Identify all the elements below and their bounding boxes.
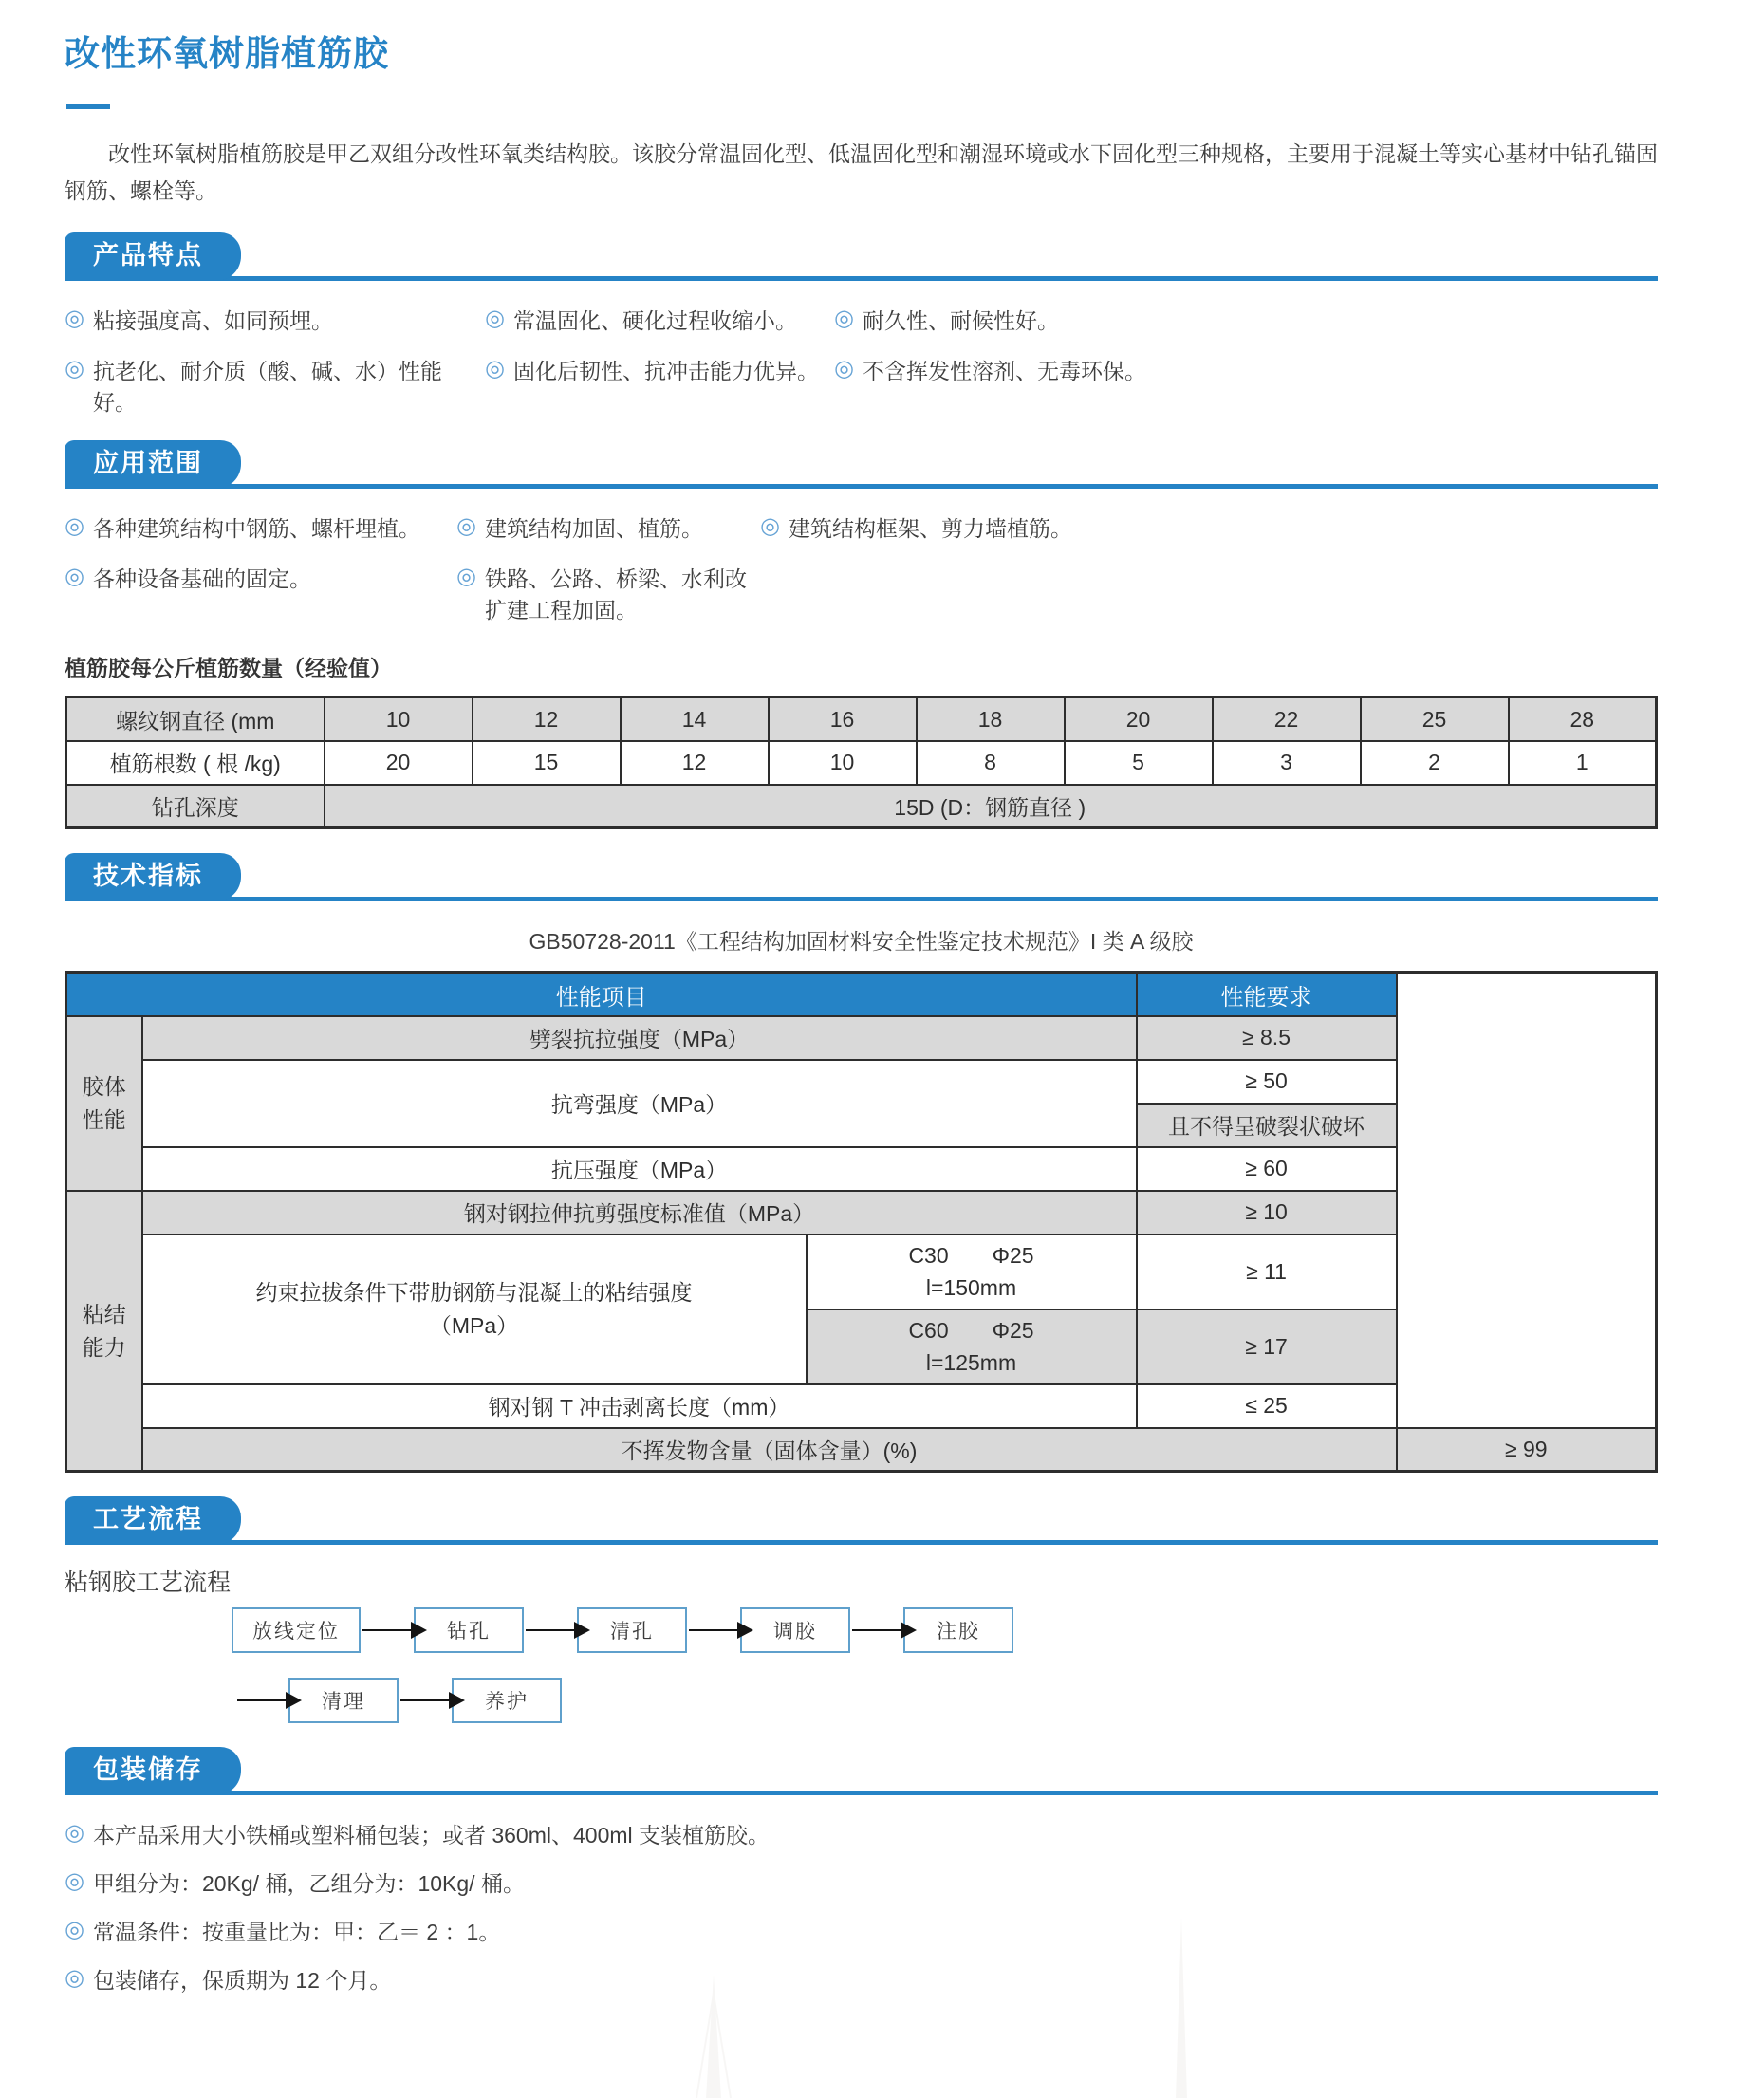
spec-condition-line2: l=125mm [925,1350,1017,1376]
packaging-text: 甲组分为：20Kg/ 桶，乙组分为：10Kg/ 桶。 [92,1871,525,1897]
section-header-process [65,1501,1658,1545]
dosage-header-cell: 28 [1509,697,1657,741]
spec-req: ≥ 17 [1137,1309,1397,1384]
features-heading-badge: 产品特点 [65,232,241,281]
packaging-text: 常温条件：按重量比为：甲：乙＝ 2 ：1。 [92,1920,501,1945]
flow-step-box: 注胶 [903,1607,1013,1653]
dosage-count-cell: 5 [1065,741,1213,785]
document-content [65,25,1658,1995]
application-text: 铁路、公路、桥梁、水利改扩建工程加固。 [484,566,747,623]
spec-item: 抗弯强度（MPa） [142,1060,1137,1147]
application-text: 建筑结构框架、剪力墙植筋。 [788,516,1072,542]
spec-req: 且不得呈破裂状破坏 [1137,1104,1397,1147]
packaging-item [65,1866,1658,1898]
feature-item [834,304,1658,335]
spec-condition-line1: C60 Φ25 [908,1317,1034,1343]
application-item [65,562,456,624]
table-row [66,1147,1657,1191]
ring-bullet-icon: ◎ [456,564,476,590]
dosage-header-cell: 25 [1361,697,1509,741]
applications-list [65,511,1658,624]
spec-standard-caption: GB50728-2011《工程结构加固材料安全性鉴定技术规范》I 类 A 级胶 [529,929,1194,955]
spec-req: ≥ 60 [1137,1147,1397,1191]
flow-step-box: 养护 [452,1678,562,1723]
spec-col-header-req: 性能要求 [1137,973,1397,1016]
table-row [66,973,1657,1016]
arrow-right-icon [400,1699,450,1701]
dosage-count-cell: 3 [1213,741,1361,785]
feature-item [834,354,1658,417]
feature-item [485,354,834,417]
spec-condition-line2: l=150mm [925,1275,1017,1301]
ring-bullet-icon: ◎ [65,1820,84,1847]
dosage-count-cell: 2 [1361,741,1509,785]
section-header-packaging [65,1752,1658,1795]
process-flow-row-2 [235,1678,1658,1723]
feature-item [65,354,485,417]
ring-bullet-icon: ◎ [65,564,84,590]
dosage-header-cell: 16 [769,697,917,741]
application-item [760,511,1658,543]
feature-text: 粘接强度高、如同预埋。 [92,308,333,334]
dosage-header-cell: 22 [1213,697,1361,741]
table-row [66,741,1657,785]
flow-step-box: 钻孔 [414,1607,524,1653]
flow-step-box: 放线定位 [232,1607,361,1653]
spec-item-line1: 约束拉拔条件下带肋钢筋与混凝土的粘结强度 [255,1280,693,1306]
dosage-count-cell: 8 [917,741,1065,785]
dosage-counts-label: 植筋根数 ( 根 /kg) [66,741,325,785]
flow-step-box: 清理 [288,1678,399,1723]
feature-text: 不含挥发性溶剂、无毒环保。 [862,359,1146,384]
applications-heading-badge: 应用范围 [65,440,241,489]
feature-text: 抗老化、耐介质（酸、碱、水）性能好。 [92,359,442,416]
spec-condition-line1: C30 Φ25 [908,1242,1034,1268]
packaging-heading-badge: 包装储存 [65,1747,241,1795]
flow-step-box: 清孔 [577,1607,687,1653]
dosage-table-title: 植筋胶每公斤植筋数量（经验值） [65,656,392,681]
table-row [66,1060,1657,1104]
flow-step-box: 调胶 [740,1607,850,1653]
features-list [65,304,1658,417]
spec-item: 不挥发物含量（固体含量）(%) [142,1428,1397,1472]
packaging-item [65,1818,1658,1849]
spec-group-bonding: 粘结能力 [66,1191,142,1472]
application-item [456,511,760,543]
application-item [65,511,456,543]
packaging-item [65,1915,1658,1946]
spec-condition [807,1235,1137,1309]
arrow-right-icon [362,1629,412,1631]
table-row [66,785,1657,828]
dosage-table [65,696,1658,829]
spec-group-colloid: 胶体性能 [66,1016,142,1191]
spec-item-line2: （MPa） [429,1312,519,1338]
packaging-text: 本产品采用大小铁桶或塑料桶包装；或者 360ml、400ml 支装植筋胶。 [92,1823,771,1848]
dosage-depth-label: 钻孔深度 [66,785,325,828]
table-row [66,1428,1657,1472]
spec-item [142,1235,807,1384]
ring-bullet-icon: ◎ [65,1868,84,1895]
dosage-header-cell: 20 [1065,697,1213,741]
spec-item: 钢对钢 T 冲击剥离长度（mm） [142,1384,1137,1428]
spec-req: ≥ 8.5 [1137,1016,1397,1060]
spec-req: ≤ 25 [1137,1384,1397,1428]
dosage-count-cell: 12 [621,741,769,785]
feature-item [65,304,485,335]
spec-req: ≥ 10 [1137,1191,1397,1235]
ring-bullet-icon: ◎ [834,306,854,332]
spec-item: 抗压强度（MPa） [142,1147,1137,1191]
spec-req: ≥ 11 [1137,1235,1397,1309]
spec-req: ≥ 99 [1397,1428,1657,1472]
dosage-header-cell: 14 [621,697,769,741]
application-text: 各种建筑结构中钢筋、螺杆埋植。 [92,516,420,542]
dosage-count-cell: 1 [1509,741,1657,785]
dosage-count-cell: 15 [473,741,621,785]
arrow-right-icon [852,1629,901,1631]
title-underline [66,104,110,109]
application-item [456,562,760,624]
process-flow-row-1 [232,1607,1658,1653]
application-text: 建筑结构加固、植筋。 [484,516,703,542]
packaging-text: 包装储存，保质期为 12 个月。 [92,1968,392,1994]
ring-bullet-icon: ◎ [65,1917,84,1943]
process-subtitle: 粘钢胶工艺流程 [65,1569,232,1597]
arrow-right-icon [689,1629,738,1631]
ring-bullet-icon: ◎ [834,356,854,382]
table-row [66,1191,1657,1235]
page-title: 改性环氧树脂植筋胶 [65,34,389,73]
table-row [66,697,1657,741]
dosage-header-cell: 10 [325,697,473,741]
dosage-depth-value: 15D (D：钢筋直径 ) [325,785,1657,828]
feature-text: 耐久性、耐候性好。 [862,308,1059,334]
ring-bullet-icon: ◎ [65,356,84,382]
table-row [66,1016,1657,1060]
spec-item: 钢对钢拉伸抗剪强度标准值（MPa） [142,1191,1137,1235]
dosage-count-cell: 10 [769,741,917,785]
arrow-right-icon [237,1699,287,1701]
table-row [66,1384,1657,1428]
ring-bullet-icon: ◎ [65,513,84,540]
feature-text: 常温固化、硬化过程收缩小。 [512,308,797,334]
packaging-list [65,1818,1658,1995]
ring-bullet-icon: ◎ [65,1965,84,1992]
dosage-header-cell: 螺纹钢直径 (mm [66,697,325,741]
spec-item: 劈裂抗拉强度（MPa） [142,1016,1137,1060]
spec-col-header-item: 性能项目 [66,973,1137,1016]
spec-condition [807,1309,1137,1384]
section-header-features [65,237,1658,281]
section-header-specs [65,858,1658,901]
ring-bullet-icon: ◎ [456,513,476,540]
dosage-header-cell: 18 [917,697,1065,741]
dosage-count-cell: 20 [325,741,473,785]
feature-text: 固化后韧性、抗冲击能力优异。 [512,359,819,384]
specs-heading-badge: 技术指标 [65,853,241,901]
feature-item [485,304,834,335]
spec-table [65,971,1658,1473]
ring-bullet-icon: ◎ [760,513,780,540]
ring-bullet-icon: ◎ [485,306,505,332]
packaging-item [65,1963,1658,1995]
section-header-applications [65,445,1658,489]
process-heading-badge: 工艺流程 [65,1496,241,1545]
table-row [66,1235,1657,1309]
application-text: 各种设备基础的固定。 [92,566,311,592]
spec-req: ≥ 50 [1137,1060,1397,1104]
dosage-header-cell: 12 [473,697,621,741]
arrow-right-icon [526,1629,575,1631]
ring-bullet-icon: ◎ [65,306,84,332]
ring-bullet-icon: ◎ [485,356,505,382]
intro-paragraph: 改性环氧树脂植筋胶是甲乙双组分改性环氧类结构胶。该胶分常温固化型、低温固化型和潮湿环境或水下固化型三种规格，主要用于混凝土等实心基材中钻孔锚固钢筋、螺栓等。 [65,141,1658,203]
